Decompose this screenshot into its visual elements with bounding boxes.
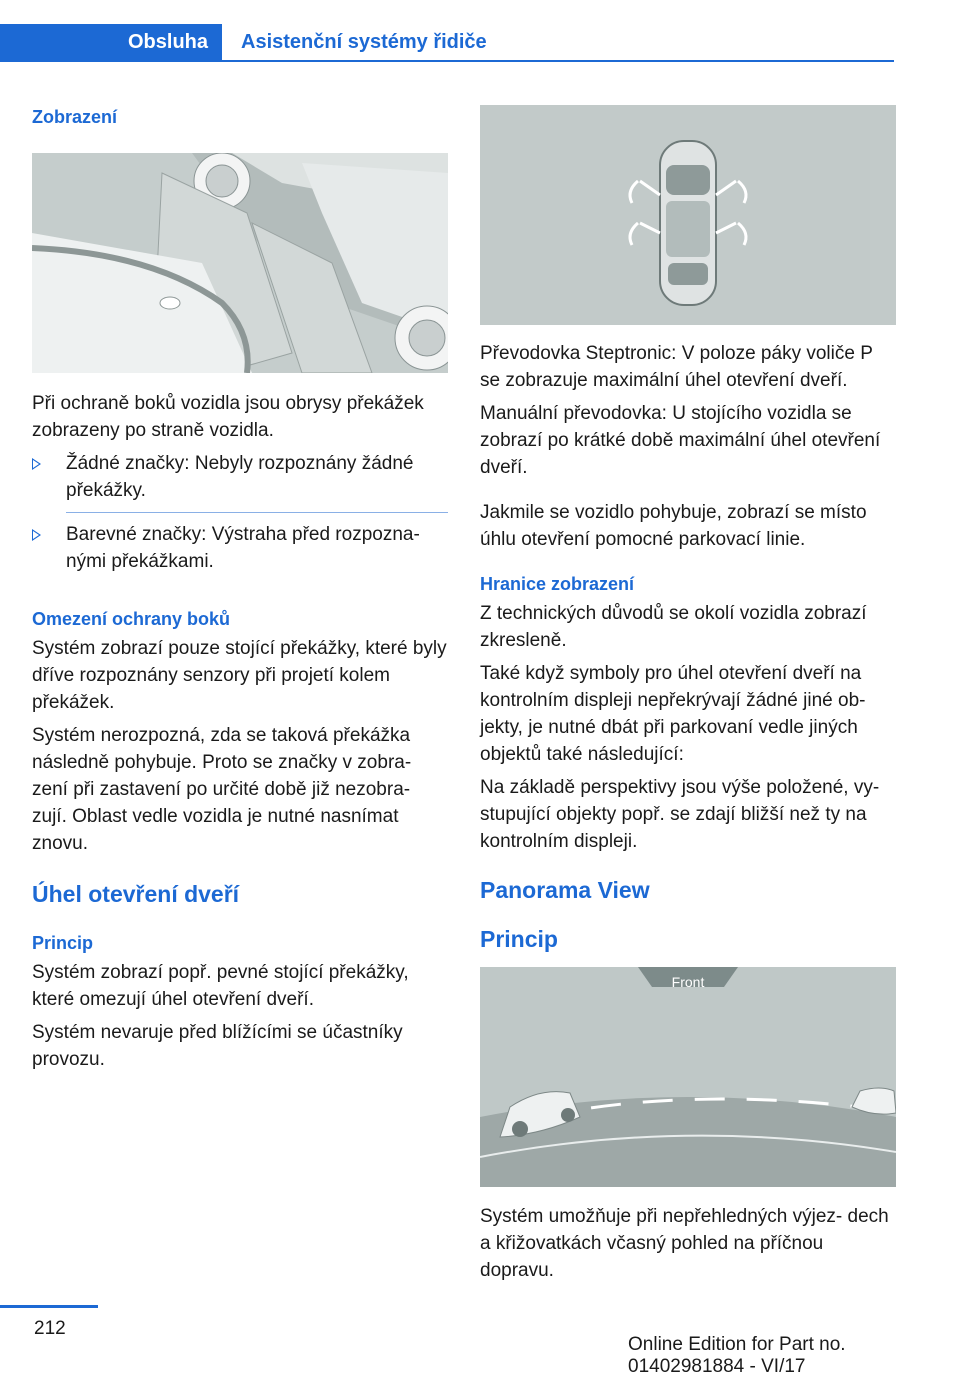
marker-list	[32, 450, 448, 575]
triangle-bullet-icon	[32, 529, 41, 541]
right-paragraph-4: Z technických důvodů se okolí vozidla zobrazí zkresleně.	[480, 603, 867, 651]
list-divider	[66, 512, 448, 513]
list-item	[32, 450, 448, 504]
left-paragraph-4: Systém zobrazí popř. pevné stojící překážky, které omezují úhel otevření dveří.	[32, 962, 409, 1010]
header-divider	[222, 60, 894, 62]
heading-hranice: Hranice zobrazení	[480, 574, 635, 594]
footer-accent-bar	[0, 1305, 98, 1308]
heading-princip-right: Princip	[480, 926, 558, 952]
panorama-view-illustration	[480, 967, 896, 1187]
left-paragraph-1: Při ochraně boků vozidla jsou obrysy překážek zobrazeny po straně vozidla.	[32, 393, 424, 441]
left-paragraph-3: Systém nerozpozná, zda se taková překážka následně pohybuje. Proto se značky v zobra‐ zení při zastavení po určité době již nezobra‐ zují. Oblast vedle vozidla je nutné nasnímat znovu.	[32, 725, 412, 854]
tab-obsluha[interactable]: Obsluha	[0, 24, 222, 62]
heading-uhel-otevreni: Úhel otevření dveří	[32, 881, 240, 907]
right-paragraph-5: Také když symboly pro úhel otevření dveří na kontrolním displeji nepřekrývají žádné jiné ob‐ jekty, je nutné dbát při parkovaní vedle jiných objektů také následující:	[480, 663, 866, 765]
edition-note: Online Edition for Part no. 01402981884 - VI/17	[628, 1334, 846, 1377]
heading-omezeni: Omezení ochrany boků	[32, 609, 231, 629]
door-angle-illustration	[480, 105, 896, 325]
right-paragraph-6: Na základě perspektivy jsou výše položené, vy‐ stupující objekty popř. se zdají bližší než ty na kontrolním displeji.	[480, 777, 880, 852]
right-column	[480, 105, 896, 1284]
heading-zobrazeni: Zobrazení	[32, 107, 118, 127]
left-paragraph-2: Systém zobrazí pouze stojící překážky, které byly dříve rozpoznány senzory při projetí kolem překážek.	[32, 638, 447, 713]
heading-panorama-view: Panorama View	[480, 877, 650, 903]
list-item-text: Barevné značky: Výstraha před rozpozna‐ nými překážkami.	[66, 524, 420, 572]
panorama-front-label: Front	[671, 974, 705, 990]
right-paragraph-3: Jakmile se vozidlo pohybuje, zobrazí se místo úhlu otevření pomocné parkovací linie.	[480, 502, 867, 550]
side-protection-illustration	[32, 153, 448, 373]
left-paragraph-5: Systém nevaruje před blížícími se účastníky provozu.	[32, 1022, 403, 1070]
page-header	[0, 0, 960, 62]
heading-princip-left: Princip	[32, 933, 94, 953]
page-number: 212	[34, 1318, 66, 1339]
right-paragraph-1: Převodovka Steptronic: V poloze páky voliče P se zobrazuje maximální úhel otevření dveří.	[480, 343, 873, 391]
list-item-text: Žádné značky: Nebyly rozpoznány žádné překážky.	[66, 453, 414, 501]
right-paragraph-7: Systém umožňuje při nepřehledných výjez‐ dech a křižovatkách včasný pohled na příčnou dopravu.	[480, 1206, 889, 1281]
triangle-bullet-icon	[32, 458, 41, 470]
tab-asistencni-systemy[interactable]: Asistenční systémy řidiče	[241, 31, 487, 53]
list-item	[32, 521, 448, 575]
left-column	[32, 100, 448, 1073]
right-paragraph-2: Manuální převodovka: U stojícího vozidla se zobrazí po krátké době maximální úhel otevření dveří.	[480, 403, 881, 478]
